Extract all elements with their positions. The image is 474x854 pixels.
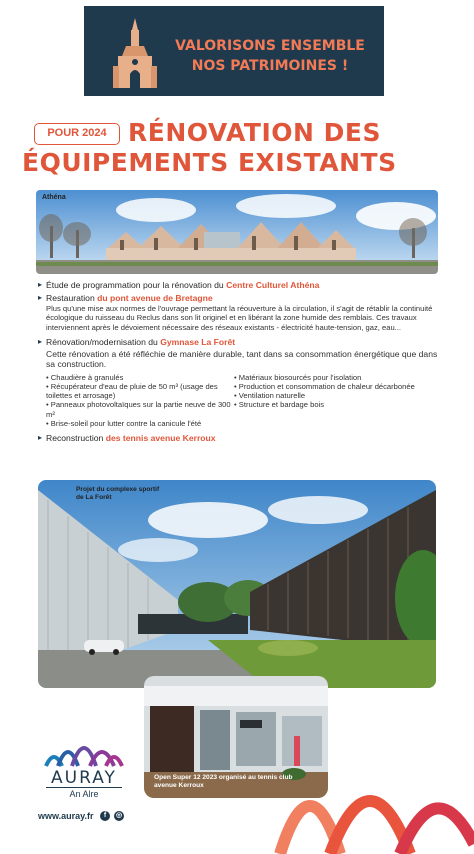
banner-line1: VALORISONS ENSEMBLE [175, 38, 365, 54]
features-col-left [46, 373, 234, 428]
year-badge: POUR 2024 [34, 123, 120, 145]
instagram-icon[interactable]: ◎ [115, 812, 123, 819]
gymnase-render-image [38, 480, 436, 688]
list-item [38, 337, 438, 347]
project-caption: Projet du complexe sportif de La Forêt [76, 486, 160, 501]
bullet-icon: ▸ [38, 293, 43, 303]
athena-photo [36, 190, 438, 274]
item-prefix: Restauration [46, 293, 98, 304]
item-highlight: Gymnase La Forêt [160, 336, 236, 347]
feature-item: • Ventilation naturelle [234, 391, 306, 401]
item-highlight: Centre Culturel Athéna [226, 280, 320, 290]
list-item [38, 293, 438, 303]
item-prefix: Rénovation/modernisation du [46, 336, 161, 347]
banner-title [170, 36, 370, 76]
title-line2: ÉQUIPEMENTS EXISTANTS [22, 148, 397, 177]
list-item [38, 433, 438, 443]
list-item [38, 280, 438, 290]
feature-item: • Chaudière à granulés [46, 372, 124, 382]
feature-item: • Brise-soleil pour lutter contre la canicule l'été [46, 418, 202, 428]
bullet-icon: ▸ [38, 336, 43, 346]
tennis-caption: Open Super 12 2023 organisé au tennis club avenue Kerroux [154, 774, 293, 789]
item-description: Plus qu'une mise aux normes de l'ouvrage permettant la réouverture à la circulation, il s'agit de rétablir la continuité écologique du ruisseau du Reclus dans son lit originel et en libérant la zone humide des remblais. Ces travaux interviennent après le dévoiement nécessaire des réseaux existants - électricité haute-tension, gaz, eau... [46, 303, 433, 332]
header-banner [84, 6, 384, 96]
item-description: Cette rénovation a été réfléchie de manière durable, tant dans sa consommation énergétique que dans sa construction. [46, 349, 438, 370]
title-line1: RÉNOVATION DES [128, 118, 381, 147]
feature-item: • Récupérateur d'eau de pluie de 50 m³ (usage des toilettes et arrosage) [46, 382, 218, 401]
item-prefix: Reconstruction [46, 433, 106, 444]
item-highlight: du pont avenue de Bretagne [97, 293, 213, 304]
website-link[interactable]: www.auray.fr [38, 811, 94, 821]
projects-list [38, 280, 438, 443]
feature-item: • Production et consommation de chaleur décarbonée [234, 382, 415, 392]
bullet-icon: ▸ [38, 433, 43, 443]
banner-line2: NOS PATRIMOINES ! [191, 58, 349, 74]
feature-item: • Matériaux biosourcés pour l'isolation [234, 372, 362, 382]
decorative-arches [270, 748, 474, 854]
facebook-icon[interactable]: f [100, 811, 110, 821]
gymnase-project-photo [38, 480, 436, 688]
feature-item: • Structure et bardage bois [234, 400, 325, 410]
feature-item: • Panneaux photovoltaïques sur la partie neuve de 300 m² [46, 400, 231, 419]
brand-tagline: An Alre [46, 787, 122, 799]
athena-building-image [36, 190, 438, 274]
features-col-right [234, 373, 422, 428]
features-columns [46, 373, 438, 428]
item-highlight: des tennis avenue Kerroux [105, 433, 216, 444]
bullet-icon: ▸ [38, 280, 43, 289]
church-icon [112, 16, 158, 90]
athena-caption: Athéna [42, 194, 66, 201]
item-prefix: Étude de programmation pour la rénovation du [46, 280, 227, 290]
brand-name: AURAY [51, 768, 117, 788]
